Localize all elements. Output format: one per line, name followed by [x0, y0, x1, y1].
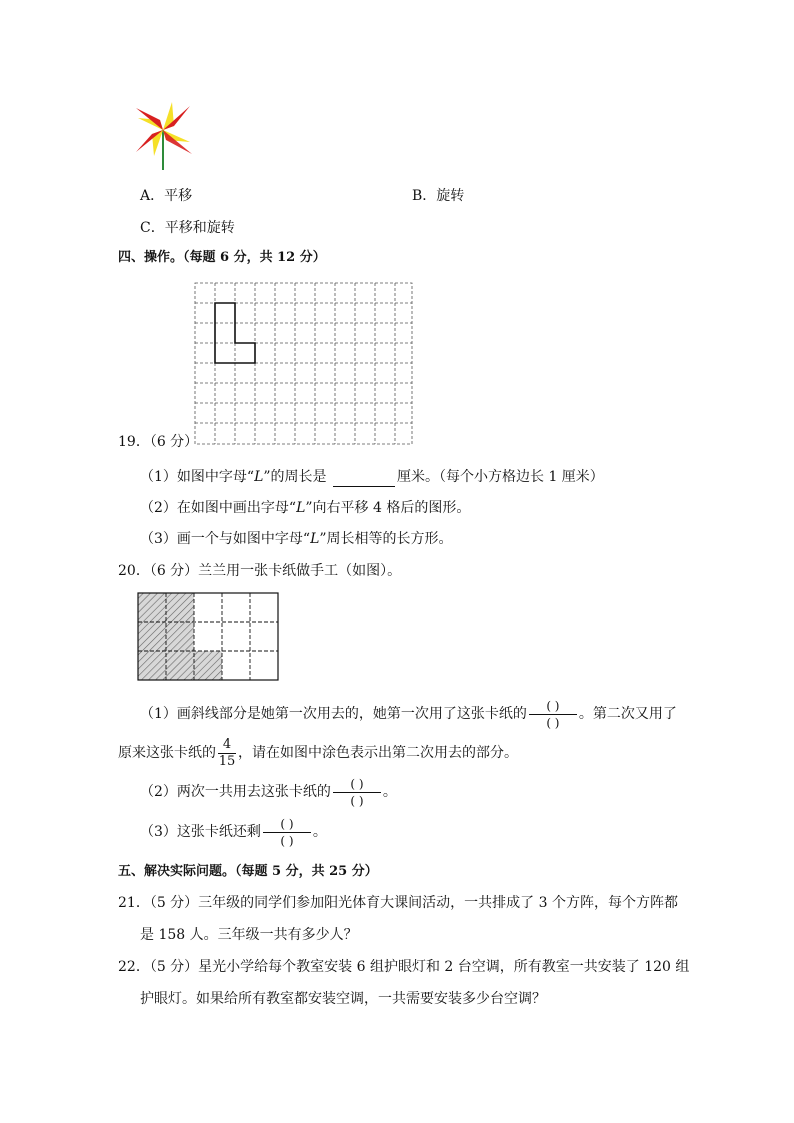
option-b: B．旋转 [412, 188, 465, 204]
q20-part3: （3）这张卡纸还剩 $\frac{( )}{( )}$ 。 [140, 816, 327, 848]
q20-part1: （1）画斜线部分是她第一次用去的，她第一次用了这张卡纸的 $\frac{( )}{( )}$ 。第二次又用了 [140, 698, 677, 730]
q20-part2: （2）两次一共用去这张卡纸的 $\frac{( )}{( )}$ 。 [140, 776, 397, 808]
option-a: A．平移 [140, 188, 193, 204]
hatched-cell [194, 651, 222, 680]
hatched-cell [138, 651, 166, 680]
hatched-cell [166, 651, 194, 680]
q21-line2: 是 158 人。三年级一共有多少人？ [140, 927, 358, 943]
answer-fraction-blank[interactable]: $\frac{( )}{( )}$ [529, 698, 577, 731]
hatched-cell [166, 622, 194, 651]
q19-label: 19．（6 分） [118, 434, 199, 450]
answer-fraction-blank[interactable]: $\frac{( )}{( )}$ [263, 816, 311, 849]
hatched-cell [138, 593, 166, 622]
q21-line1: 21．（5 分）三年级的同学们参加阳光体育大课间活动，一共排成了 3 个方阵，每个方阵都 [118, 895, 678, 911]
q19-part2: （2）在如图中画出字母“L”向右平移 4 格后的图形。 [140, 500, 471, 516]
q19-part3: （3）画一个与如图中字母“L”周长相等的长方形。 [140, 531, 453, 547]
hatched-cell [166, 593, 194, 622]
option-c: C．平移和旋转 [140, 220, 235, 236]
q20-part1-cont: 原来这张卡纸的 $\frac{4}{15}$ ，请在如图中涂色表示出第二次用去的部分。 [118, 736, 518, 769]
fraction-4-15: $\frac{4}{15}$ [218, 736, 236, 769]
pinwheel-image [134, 100, 194, 172]
q22-line2: 护眼灯。如果给所有教室都安装空调，一共需要安装多少台空调？ [140, 991, 546, 1007]
q19-part1: （1）如图中字母“L”的周长是 厘米。（每个小方格边长 1 厘米） [140, 469, 604, 485]
q20-intro: 20．（6 分）兰兰用一张卡纸做手工（如图）。 [118, 563, 402, 579]
hatched-cell [138, 622, 166, 651]
answer-fraction-blank[interactable]: $\frac{( )}{( )}$ [333, 776, 381, 809]
section-4-heading: 四、操作。（每题 6 分，共 12 分） [118, 250, 326, 265]
section-5-heading: 五、解决实际问题。（每题 5 分，共 25 分） [118, 864, 378, 879]
card-paper-figure [137, 592, 281, 682]
grid-figure-l [194, 282, 416, 446]
perimeter-answer-blank[interactable] [333, 472, 395, 487]
q22-line1: 22．（5 分）星光小学给每个教室安装 6 组护眼灯和 2 台空调，所有教室一共安装了 120 组 [118, 959, 690, 975]
